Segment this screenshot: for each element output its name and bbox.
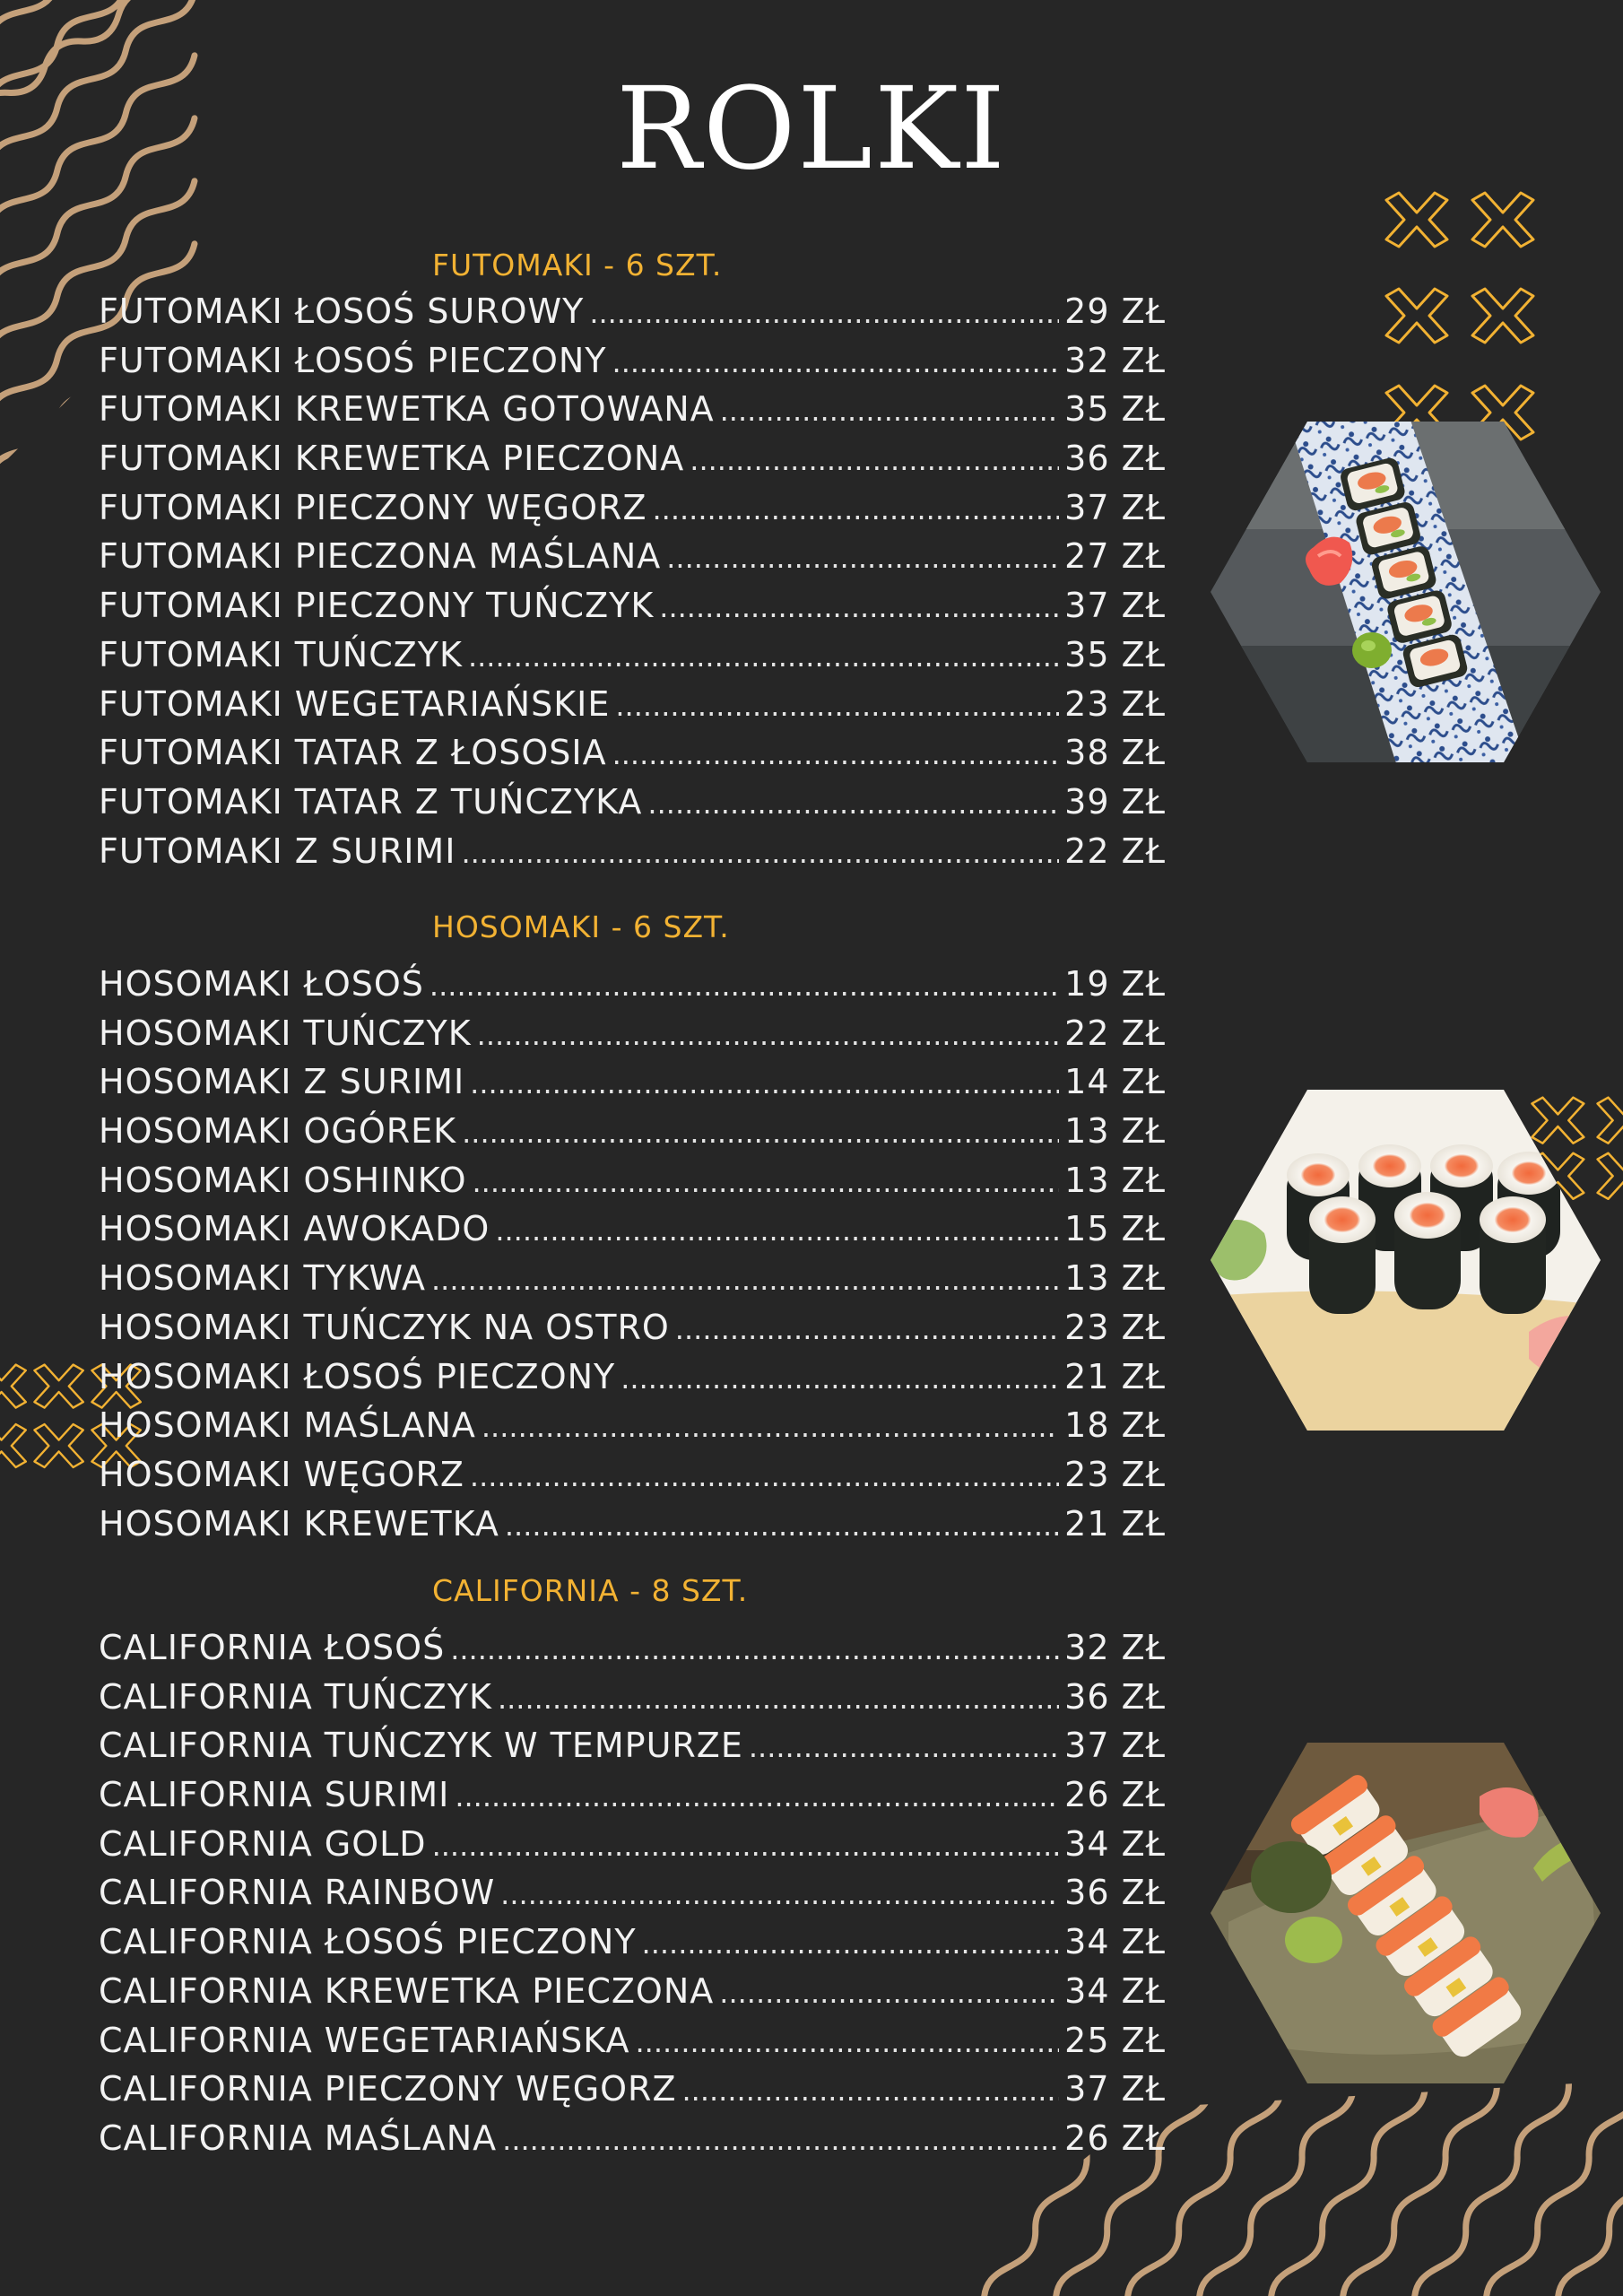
item-price: 29 ZŁ <box>1064 291 1166 331</box>
dot-leader <box>647 779 1059 829</box>
item-name: FUTOMAKI ŁOSOŚ SUROWY <box>99 291 585 331</box>
item-name: CALIFORNIA RAINBOW <box>99 1873 496 1913</box>
item-price: 22 ZŁ <box>1064 831 1166 871</box>
item-name: HOSOMAKI ŁOSOŚ <box>99 964 424 1004</box>
dot-leader <box>473 1158 1060 1207</box>
menu-item <box>99 2065 1166 2114</box>
menu-item <box>99 2016 1166 2066</box>
menu-item <box>99 960 1166 1009</box>
menu-item <box>99 1009 1166 1058</box>
item-name: HOSOMAKI WĘGORZ <box>99 1454 464 1494</box>
item-name: CALIFORNIA WEGETARIAŃSKA <box>99 2020 630 2060</box>
menu-item <box>99 1205 1166 1254</box>
menu-item <box>99 827 1166 876</box>
menu-item <box>99 1967 1166 2016</box>
item-name: HOSOMAKI ŁOSOŚ PIECZONY <box>99 1356 616 1396</box>
item-price: 23 ZŁ <box>1064 683 1166 724</box>
dot-leader <box>681 2066 1059 2116</box>
dot-leader <box>470 1452 1059 1501</box>
menu-item <box>99 336 1166 386</box>
item-name: HOSOMAKI OSHINKO <box>99 1160 467 1200</box>
dot-leader <box>500 1870 1059 1919</box>
item-price: 32 ZŁ <box>1064 340 1166 380</box>
menu-item <box>99 1303 1166 1352</box>
dot-leader <box>666 534 1059 583</box>
dot-leader <box>615 682 1059 731</box>
item-name: HOSOMAKI TUŃCZYK <box>99 1013 472 1053</box>
item-name: FUTOMAKI PIECZONY WĘGORZ <box>99 487 647 527</box>
item-name: CALIFORNIA ŁOSOŚ PIECZONY <box>99 1922 637 1962</box>
item-price: 13 ZŁ <box>1064 1160 1166 1200</box>
item-price: 37 ZŁ <box>1064 2069 1166 2109</box>
item-price: 18 ZŁ <box>1064 1405 1166 1446</box>
item-price: 27 ZŁ <box>1064 536 1166 577</box>
menu-item <box>99 1623 1166 1673</box>
dot-leader <box>468 632 1059 682</box>
item-name: HOSOMAKI TYKWA <box>99 1258 426 1299</box>
item-price: 34 ZŁ <box>1064 1970 1166 2011</box>
section-heading: HOSOMAKI - 6 SZT. <box>432 909 730 944</box>
dot-leader <box>659 583 1059 632</box>
california-photo <box>1211 1743 1601 2083</box>
menu-item <box>99 1820 1166 1869</box>
item-price: 36 ZŁ <box>1064 1676 1166 1717</box>
menu-item <box>99 1156 1166 1205</box>
item-price: 36 ZŁ <box>1064 1873 1166 1913</box>
hosomaki-photo <box>1211 1090 1601 1431</box>
item-name: CALIFORNIA SURIMI <box>99 1775 450 1815</box>
dot-leader <box>430 961 1059 1011</box>
item-name: FUTOMAKI WEGETARIAŃSKIE <box>99 683 611 724</box>
menu-item <box>99 434 1166 483</box>
item-price: 37 ZŁ <box>1064 1726 1166 1766</box>
menu-item <box>99 1450 1166 1500</box>
dot-leader <box>642 1919 1060 1969</box>
item-name: FUTOMAKI KREWETKA GOTOWANA <box>99 389 715 430</box>
dot-leader <box>461 829 1059 878</box>
menu-item <box>99 1770 1166 1820</box>
item-price: 26 ZŁ <box>1064 1775 1166 1815</box>
dot-leader <box>505 1501 1059 1551</box>
dot-leader <box>450 1625 1059 1674</box>
menu-list <box>99 287 1166 875</box>
item-name: HOSOMAKI AWOKADO <box>99 1209 490 1249</box>
dot-leader <box>482 1403 1059 1452</box>
item-name: FUTOMAKI KREWETKA PIECZONA <box>99 439 685 479</box>
dot-leader <box>621 1354 1059 1404</box>
dot-leader <box>431 1256 1059 1305</box>
dot-leader <box>635 2018 1059 2067</box>
item-price: 14 ZŁ <box>1064 1062 1166 1102</box>
item-name: FUTOMAKI ŁOSOŚ PIECZONY <box>99 340 607 380</box>
menu-item <box>99 1401 1166 1450</box>
dot-leader <box>502 2116 1059 2165</box>
item-price: 36 ZŁ <box>1064 439 1166 479</box>
dot-leader <box>498 1674 1059 1724</box>
menu-item <box>99 631 1166 680</box>
menu-item <box>99 1057 1166 1107</box>
menu-item <box>99 532 1166 581</box>
menu-item <box>99 1500 1166 1549</box>
item-name: FUTOMAKI Z SURIMI <box>99 831 456 871</box>
item-name: CALIFORNIA TUŃCZYK <box>99 1676 492 1717</box>
item-price: 13 ZŁ <box>1064 1111 1166 1152</box>
menu-item <box>99 1673 1166 1722</box>
item-price: 26 ZŁ <box>1064 2118 1166 2158</box>
dot-leader <box>690 436 1059 485</box>
item-name: CALIFORNIA ŁOSOŚ <box>99 1628 446 1667</box>
dot-leader <box>470 1059 1059 1109</box>
item-price: 39 ZŁ <box>1064 781 1166 822</box>
dot-leader <box>432 1822 1060 1871</box>
menu-item <box>99 1918 1166 1967</box>
dot-leader <box>675 1305 1059 1354</box>
menu-item <box>99 1254 1166 1303</box>
item-name: FUTOMAKI TUŃCZYK <box>99 634 463 674</box>
item-price: 13 ZŁ <box>1064 1258 1166 1299</box>
section-heading: FUTOMAKI - 6 SZT. <box>432 248 723 283</box>
item-price: 21 ZŁ <box>1064 1503 1166 1544</box>
item-name: CALIFORNIA KREWETKA PIECZONA <box>99 1970 715 2011</box>
item-price: 25 ZŁ <box>1064 2020 1166 2060</box>
dot-leader <box>612 338 1060 387</box>
menu-item <box>99 2114 1166 2163</box>
dot-leader <box>720 387 1060 436</box>
item-price: 23 ZŁ <box>1064 1454 1166 1494</box>
dot-leader <box>589 289 1059 338</box>
item-price: 37 ZŁ <box>1064 487 1166 527</box>
dot-leader <box>495 1206 1059 1256</box>
dot-leader <box>455 1772 1059 1822</box>
item-name: CALIFORNIA MAŚLANA <box>99 2118 498 2158</box>
menu-item <box>99 680 1166 729</box>
item-name: FUTOMAKI TATAR Z TUŃCZYKA <box>99 781 643 822</box>
dot-leader <box>612 730 1060 779</box>
menu-item <box>99 1721 1166 1770</box>
menu-item <box>99 483 1166 533</box>
item-price: 19 ZŁ <box>1064 964 1166 1004</box>
menu-list <box>99 1623 1166 2163</box>
dot-leader <box>719 1969 1059 2018</box>
menu-item <box>99 778 1166 827</box>
item-price: 37 ZŁ <box>1064 586 1166 626</box>
menu-item <box>99 1107 1166 1156</box>
menu-item <box>99 728 1166 778</box>
menu-list <box>99 960 1166 1548</box>
item-name: FUTOMAKI PIECZONY TUŃCZYK <box>99 586 655 626</box>
item-name: HOSOMAKI TUŃCZYK NA OSTRO <box>99 1307 670 1347</box>
section-futomaki <box>99 244 1166 875</box>
item-price: 35 ZŁ <box>1064 389 1166 430</box>
item-name: HOSOMAKI Z SURIMI <box>99 1062 465 1102</box>
item-name: CALIFORNIA GOLD <box>99 1823 427 1864</box>
menu-item <box>99 385 1166 434</box>
item-name: HOSOMAKI OGÓREK <box>99 1111 457 1152</box>
item-name: CALIFORNIA PIECZONY WĘGORZ <box>99 2069 677 2109</box>
item-price: 21 ZŁ <box>1064 1356 1166 1396</box>
futomaki-photo <box>1211 422 1601 762</box>
item-name: FUTOMAKI PIECZONA MAŚLANA <box>99 536 662 577</box>
item-price: 34 ZŁ <box>1064 1922 1166 1962</box>
item-price: 23 ZŁ <box>1064 1307 1166 1347</box>
page-title: ROLKI <box>616 63 1007 195</box>
item-price: 35 ZŁ <box>1064 634 1166 674</box>
dot-leader <box>462 1109 1059 1158</box>
section-heading: CALIFORNIA - 8 SZT. <box>432 1573 749 1608</box>
section-hosomaki <box>99 906 1166 1548</box>
item-price: 15 ZŁ <box>1064 1209 1166 1249</box>
item-name: HOSOMAKI MAŚLANA <box>99 1405 476 1446</box>
item-price: 38 ZŁ <box>1064 733 1166 773</box>
item-price: 22 ZŁ <box>1064 1013 1166 1053</box>
item-name: FUTOMAKI TATAR Z ŁOSOSIA <box>99 733 607 773</box>
dot-leader <box>749 1723 1059 1772</box>
menu-item <box>99 1868 1166 1918</box>
menu-item <box>99 581 1166 631</box>
item-name: HOSOMAKI KREWETKA <box>99 1503 499 1544</box>
item-price: 34 ZŁ <box>1064 1823 1166 1864</box>
menu-item <box>99 287 1166 336</box>
dot-leader <box>477 1011 1060 1060</box>
menu-item <box>99 1352 1166 1402</box>
item-price: 32 ZŁ <box>1064 1628 1166 1667</box>
item-name: CALIFORNIA TUŃCZYK W TEMPURZE <box>99 1726 743 1766</box>
section-california <box>99 1570 1166 2163</box>
dot-leader <box>652 485 1059 535</box>
